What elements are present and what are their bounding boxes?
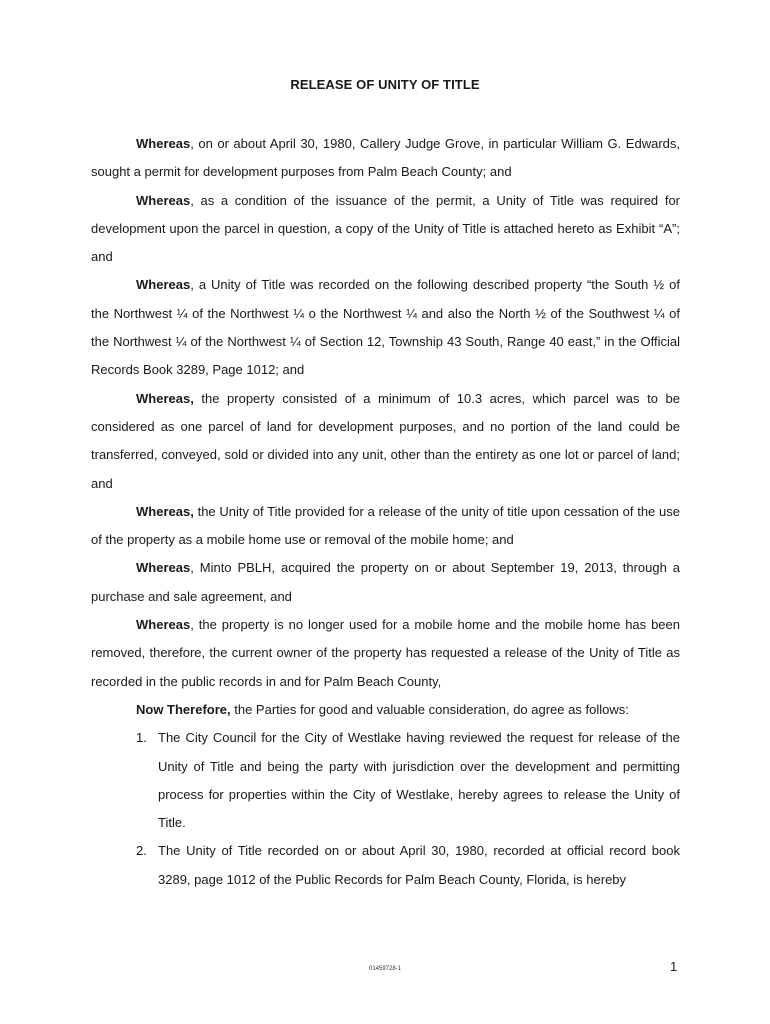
paragraph-lead: Whereas	[136, 192, 191, 208]
whereas-paragraph-5	[91, 498, 680, 555]
paragraph-lead: Now Therefore,	[136, 701, 231, 717]
whereas-paragraph-2	[91, 187, 680, 272]
paragraph-text: , on or about April 30, 1980, Callery Judge Grove, in particular William G. Edwards, sought a permit for development purposes from Palm Beach County; and	[91, 136, 680, 180]
list-item-text: The City Council for the City of Westlake having reviewed the request for release of the Unity of Title and being the party with jurisdiction over the development and permitting process for properties within the City of Westlake, hereby agrees to release the Unity of Title.	[158, 730, 680, 831]
paragraph-lead: Whereas,	[136, 503, 194, 519]
agreement-list	[91, 724, 680, 894]
list-item	[91, 724, 680, 837]
now-therefore-paragraph	[91, 696, 680, 724]
whereas-paragraph-3	[91, 271, 680, 384]
document-code: 01459728-1	[368, 966, 402, 972]
page-number: 1	[670, 959, 678, 974]
paragraph-text: , Minto PBLH, acquired the property on or about September 19, 2013, through a purchase and sale agreement, and	[91, 560, 680, 604]
list-item-number: 1.	[136, 730, 147, 746]
paragraph-text: the Parties for good and valuable consideration, do agree as follows:	[230, 701, 629, 717]
whereas-paragraph-7	[91, 611, 680, 696]
paragraph-lead: Whereas	[136, 560, 191, 576]
paragraph-text: the property consisted of a minimum of 10.3 acres, which parcel was to be considered as one parcel of land for development purposes, and no portion of the land could be transferred, conveyed, sold or divided into any unit, other than the entirety as one lot or parcel of land; and	[91, 390, 680, 491]
paragraph-text: , the property is no longer used for a mobile home and the mobile home has been removed, therefore, the current owner of the property has requested a release of the Unity of Title as recorded in the public records in and for Palm Beach County,	[91, 617, 680, 689]
list-item-text: The Unity of Title recorded on or about April 30, 1980, recorded at official record book 3289, page 1012 of the Public Records for Palm Beach County, Florida, is hereby	[158, 843, 680, 887]
document-title: RELEASE OF UNITY OF TITLE	[290, 77, 480, 92]
paragraph-lead: Whereas	[136, 136, 191, 151]
paragraph-text: , as a condition of the issuance of the permit, a Unity of Title was required for development upon the parcel in question, a copy of the Unity of Title is attached hereto as Exhibit “A”; and	[91, 192, 680, 265]
whereas-paragraph-1	[91, 130, 680, 187]
list-item	[91, 837, 680, 894]
paragraph-lead: Whereas	[136, 617, 191, 633]
paragraph-lead: Whereas,	[136, 390, 194, 406]
document-body	[91, 130, 680, 894]
whereas-paragraph-6	[91, 554, 680, 611]
paragraph-text: the Unity of Title provided for a release of the unity of title upon cessation of the use of the property as a mobile home use or removal of the mobile home; and	[91, 503, 680, 548]
paragraph-lead: Whereas	[136, 277, 191, 293]
list-item-number: 2.	[136, 843, 147, 859]
paragraph-text: , a Unity of Title was recorded on the following described property “the South ½ of the Northwest ¼ of the Northwest ¼ o the Northwest ¼ and also the North ½ of the Southwest ¼ of the Northwest ¼ of the Northwest ¼ of Section 12, Township 43 South, Range 40 east,” in the Official Records Book 3289, Page 1012; and	[91, 277, 680, 378]
whereas-paragraph-4	[91, 385, 680, 498]
